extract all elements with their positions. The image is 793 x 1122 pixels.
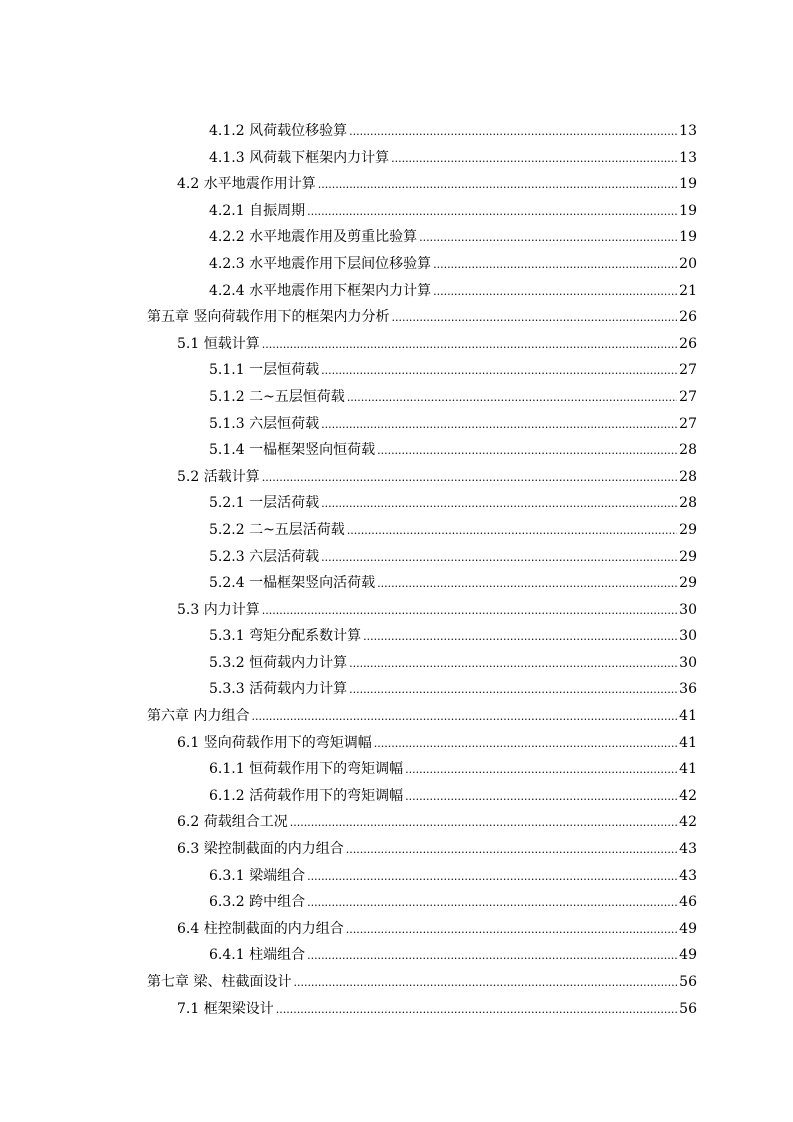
toc-entry[interactable] [0, 384, 793, 411]
dot-leader [405, 757, 677, 784]
toc-entry-title: 5.2 活载计算 [177, 468, 260, 485]
toc-entry-title: 5.3.3 活荷载内力计算 [209, 681, 348, 698]
dot-leader [307, 199, 677, 226]
toc-entry[interactable] [0, 703, 793, 730]
toc-entry-page-number: 27 [679, 415, 697, 432]
toc-entry[interactable] [0, 437, 793, 464]
toc-entry-title: 6.3.1 梁端组合 [209, 867, 306, 884]
toc-entry-page-number: 19 [679, 176, 697, 193]
dot-leader [321, 412, 677, 439]
toc-entry-page-number: 13 [679, 123, 697, 139]
toc-entry-title: 5.3.1 弯矩分配系数计算 [209, 628, 362, 645]
toc-entry[interactable] [0, 517, 793, 544]
dot-leader [293, 970, 677, 997]
toc-entry-page-number: 41 [679, 734, 697, 751]
toc-entry[interactable] [0, 836, 793, 863]
dot-leader [262, 465, 677, 492]
toc-entry[interactable] [0, 570, 793, 597]
toc-entry-page-number: 30 [679, 601, 697, 618]
toc-entry-title: 6.4.1 柱端组合 [209, 947, 306, 964]
toc-entry-page-number: 26 [679, 335, 697, 352]
toc-entry-title: 5.1 恒载计算 [177, 335, 260, 352]
toc-entry[interactable] [0, 623, 793, 650]
toc-entry[interactable] [0, 597, 793, 624]
toc-entry[interactable] [0, 942, 793, 969]
toc-entry-page-number: 28 [679, 468, 697, 485]
dot-leader [433, 252, 677, 279]
toc-entry-title: 6.3.2 跨中组合 [209, 894, 306, 911]
toc-entry[interactable] [0, 889, 793, 916]
toc-entry-title: 5.2.2 二~五层活荷载 [209, 521, 345, 538]
toc-entry[interactable] [0, 730, 793, 757]
toc-entry-page-number: 49 [679, 920, 697, 937]
dot-leader [321, 491, 677, 518]
toc-entry-title: 第五章 竖向荷载作用下的框架内力分析 [147, 309, 390, 326]
toc-entry-page-number: 49 [679, 947, 697, 964]
dot-leader [318, 172, 677, 199]
toc-entry-page-number: 42 [679, 787, 697, 804]
toc-entry-page-number: 36 [679, 681, 697, 698]
toc-entry-title: 4.2 水平地震作用计算 [177, 176, 316, 193]
toc-entry-page-number: 29 [679, 521, 697, 538]
toc-entry[interactable] [0, 996, 793, 1023]
toc-entry-title: 4.2.1 自振周期 [209, 202, 306, 219]
toc-entry-page-number: 56 [679, 974, 697, 990]
dot-leader [262, 332, 677, 359]
dot-leader [307, 864, 677, 891]
toc-entry-page-number: 27 [679, 362, 697, 379]
toc-entry[interactable] [0, 676, 793, 703]
dot-leader [377, 438, 677, 465]
toc-entry[interactable] [0, 809, 793, 836]
toc-entry[interactable] [0, 650, 793, 677]
dot-leader [262, 598, 677, 625]
dot-leader [433, 279, 677, 306]
dot-leader [307, 943, 677, 970]
toc-entry-title: 5.1.4 一榀框架竖向恒荷载 [209, 442, 376, 459]
toc-entry-title: 4.2.2 水平地震作用及剪重比验算 [209, 229, 418, 246]
toc-entry-title: 5.2.1 一层活荷载 [209, 495, 320, 512]
toc-entry-title: 6.3 梁控制截面的内力组合 [177, 841, 344, 858]
toc-entry-page-number: 19 [679, 229, 697, 246]
dot-leader [346, 917, 677, 944]
toc-entry[interactable] [0, 916, 793, 943]
toc-entry-title: 4.1.2 风荷载位移验算 [209, 123, 348, 139]
toc-entry-title: 6.4 柱控制截面的内力组合 [177, 920, 344, 937]
toc-entry-page-number: 28 [679, 442, 697, 459]
dot-leader [349, 677, 677, 704]
dot-leader [290, 810, 677, 837]
toc-entry-page-number: 13 [679, 149, 697, 166]
toc-entry-page-number: 30 [679, 654, 697, 671]
toc-entry-title: 4.2.4 水平地震作用下框架内力计算 [209, 282, 432, 299]
toc-entry-title: 5.2.3 六层活荷载 [209, 548, 320, 565]
toc-entry[interactable] [0, 278, 793, 305]
toc-entry-page-number: 30 [679, 628, 697, 645]
dot-leader [347, 518, 677, 545]
toc-entry[interactable] [0, 357, 793, 384]
toc-entry-page-number: 20 [679, 255, 697, 272]
dot-leader [251, 704, 677, 731]
toc-entry-page-number: 46 [679, 894, 697, 911]
dot-leader [391, 146, 677, 173]
toc-entry-title: 5.3.2 恒荷载内力计算 [209, 654, 348, 671]
dot-leader [419, 225, 677, 252]
toc-entry-page-number: 41 [679, 761, 697, 778]
dot-leader [391, 305, 677, 332]
toc-entry-title: 5.2.4 一榀框架竖向活荷载 [209, 575, 376, 592]
toc-entry-title: 6.1.1 恒荷载作用下的弯矩调幅 [209, 761, 404, 778]
toc-entry[interactable] [0, 411, 793, 438]
toc-entry[interactable] [0, 198, 793, 225]
toc-entry-title: 5.1.1 一层恒荷载 [209, 362, 320, 379]
toc-entry-title: 5.3 内力计算 [177, 601, 260, 618]
toc-entry-title: 6.2 荷载组合工况 [177, 814, 288, 831]
toc-entry[interactable] [0, 969, 793, 996]
dot-leader [374, 731, 677, 758]
toc-entry-page-number: 27 [679, 388, 697, 405]
toc-entry[interactable] [0, 145, 793, 172]
dot-leader [321, 545, 677, 572]
toc-entry-title: 第七章 梁、柱截面设计 [147, 974, 292, 990]
dot-leader [307, 890, 677, 917]
toc-entry[interactable] [0, 304, 793, 331]
toc-entry[interactable] [0, 783, 793, 810]
toc-entry[interactable] [0, 224, 793, 251]
toc-entry-page-number: 29 [679, 575, 697, 592]
toc-entry[interactable] [0, 464, 793, 491]
dot-leader [349, 119, 677, 146]
dot-leader [321, 358, 677, 385]
toc-entry-title: 4.1.3 风荷载下框架内力计算 [209, 149, 390, 166]
dot-leader [347, 385, 677, 412]
toc-entry-title: 5.1.2 二~五层恒荷载 [209, 388, 345, 405]
toc-entry-page-number: 56 [679, 1000, 697, 1017]
toc-entry-title: 4.2.3 水平地震作用下层间位移验算 [209, 255, 432, 272]
toc-entry-page-number: 41 [679, 708, 697, 725]
toc-entry-page-number: 19 [679, 202, 697, 219]
table-of-contents [0, 118, 793, 1022]
dot-leader [349, 651, 677, 678]
toc-entry-page-number: 26 [679, 309, 697, 326]
dot-leader [276, 997, 677, 1024]
toc-entry[interactable] [0, 863, 793, 890]
toc-entry[interactable] [0, 118, 793, 145]
toc-entry[interactable] [0, 171, 793, 198]
dot-leader [363, 624, 677, 651]
toc-entry-page-number: 42 [679, 814, 697, 831]
toc-entry[interactable] [0, 756, 793, 783]
toc-entry[interactable] [0, 544, 793, 571]
dot-leader [405, 784, 677, 811]
toc-entry[interactable] [0, 251, 793, 278]
toc-entry-title: 5.1.3 六层恒荷载 [209, 415, 320, 432]
toc-entry[interactable] [0, 490, 793, 517]
toc-entry-page-number: 28 [679, 495, 697, 512]
dot-leader [346, 837, 677, 864]
toc-entry-page-number: 29 [679, 548, 697, 565]
toc-entry-title: 第六章 内力组合 [147, 708, 250, 725]
toc-entry-title: 7.1 框架梁设计 [177, 1000, 274, 1017]
toc-entry[interactable] [0, 331, 793, 358]
toc-entry-page-number: 21 [679, 282, 697, 299]
toc-entry-page-number: 43 [679, 867, 697, 884]
dot-leader [377, 571, 677, 598]
toc-entry-title: 6.1.2 活荷载作用下的弯矩调幅 [209, 787, 404, 804]
toc-entry-title: 6.1 竖向荷载作用下的弯矩调幅 [177, 734, 372, 751]
toc-entry-page-number: 43 [679, 841, 697, 858]
